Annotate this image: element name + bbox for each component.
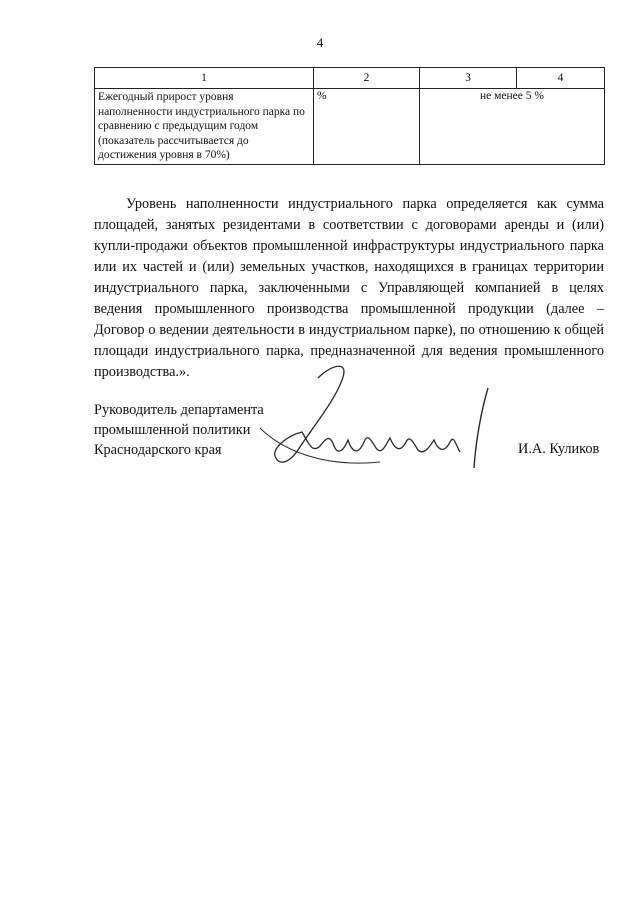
- table-header-row: [95, 68, 605, 89]
- indicator-name-cell: Ежегодный прирост уровня наполненности индустриального парка по сравнению с предыдущим годом (показатель рассчитывается до достижения уровня в 70%): [95, 89, 314, 165]
- body-paragraph: Уровень наполненности индустриального парка определяется как сумма площадей, занятых резидентами в соответствии с договорами аренды и (или) купли-продажи объектов промышленной инфраструктуры индустриального парка или их частей и (или) земельных участков, находящихся в границах территории индустриального парка, заключенными с Управляющей компанией в целях ведения промышленного производства промышленной продукции (далее – Договор о ведении деятельности в индустриальном парке), по отношению к общей площади индустриального парка, предназначенной для ведения промышленного производства.».: [94, 196, 604, 380]
- column-header-3: 3: [420, 68, 517, 89]
- signatory-title-line: Руководитель департамента: [94, 402, 264, 418]
- column-header-1: 1: [95, 68, 314, 89]
- indicator-value-cell: не менее 5 %: [420, 89, 605, 165]
- table-row: [95, 89, 605, 165]
- signature-block: [94, 400, 264, 460]
- signatory-name: И.А. Куликов: [518, 441, 600, 457]
- signatory-title-line: промышленной политики: [94, 422, 251, 438]
- indicator-unit-cell: %: [314, 89, 420, 165]
- signatory-title-line: Краснодарского края: [94, 442, 222, 458]
- page-number: 4: [316, 35, 324, 50]
- column-header-2: 2: [314, 68, 420, 89]
- handwritten-signature: [250, 358, 500, 478]
- column-header-4: 4: [517, 68, 605, 89]
- indicator-table: [94, 67, 605, 165]
